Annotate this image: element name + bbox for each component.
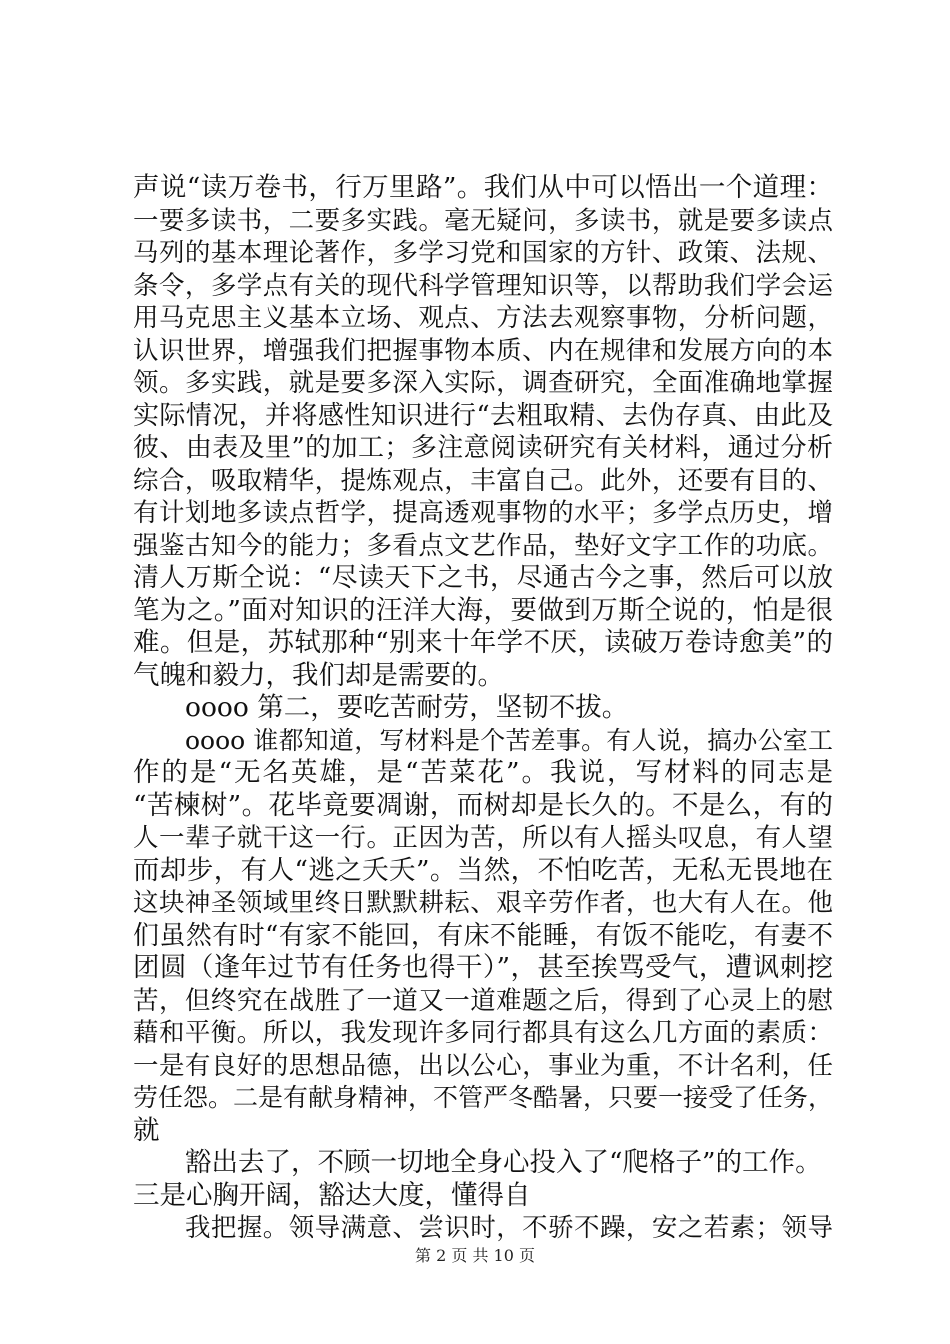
text-line: oooo 谁都知道，写材料是个苦差事。有人说，搞办公室工 <box>185 725 833 755</box>
text-line: 一要多读书，二要多实践。毫无疑问，多读书，就是要多读点 <box>133 205 833 236</box>
section-heading: oooo 第二，要吃苦耐劳，坚韧不拔。 <box>185 692 629 723</box>
text-line: 三是心胸开阔，豁达大度，懂得自 <box>133 1179 531 1211</box>
text-line: 强鉴古知今的能力；多看点文艺作品，垫好文字工作的功底。 <box>133 530 833 561</box>
text-line: 劳任怨。二是有献身精神，不管严冬酷暑，只要一接受了任务， <box>133 1083 833 1112</box>
text-line: 一是有良好的思想品德，出以公心，事业为重，不计名利，任 <box>133 1050 833 1081</box>
text-line: 认识世界，增强我们把握事物本质、内在规律和发展方向的本 <box>133 335 833 366</box>
text-line: 人一辈子就干这一行。正因为苦，所以有人摇头叹息，有人望 <box>133 823 833 853</box>
text-line: 领。多实践，就是要多深入实际，调查研究，全面准确地掌握 <box>133 368 833 398</box>
text-line: 这块神圣领域里终日默默耕耘、艰辛劳作者，也大有人在。他 <box>133 888 833 918</box>
text-line: 作的是“无名英雄，是“苦菜花”。我说，写材料的同志是 <box>133 757 833 788</box>
text-line: 声说“读万卷书，行万里路”。我们从中可以悟出一个道理： <box>133 172 833 203</box>
text-line: 条令，多学点有关的现代科学管理知识等，以帮助我们学会运 <box>133 270 833 301</box>
text-line: 难。但是，苏轼那种“别来十年学不厌，读破万卷诗愈美”的 <box>133 627 833 658</box>
text-line: 团圆（逢年过节有任务也得干）”，甚至挨骂受气，遭讽刺挖 <box>133 952 833 983</box>
text-line: 豁出去了，不顾一切地全身心投入了“爬格子”的工作。 <box>185 1147 822 1178</box>
text-line: 我把握。领导满意、尝识时，不骄不躁，安之若素；领导 <box>185 1213 833 1243</box>
text-line: 气魄和毅力，我们却是需要的。 <box>133 659 504 691</box>
text-line: 就 <box>133 1114 160 1146</box>
text-line: 实际情况，并将感性知识进行“去粗取精、去伪存真、由此及 <box>133 400 833 431</box>
text-line: 苦，但终究在战胜了一道又一道难题之后，得到了心灵上的慰 <box>133 985 833 1016</box>
body-text <box>133 172 833 1245</box>
text-line: 用马克思主义基本立场、观点、方法去观察事物，分析问题， <box>133 303 833 333</box>
text-line: 而却步，有人“逃之夭夭”。当然，不怕吃苦，无私无畏地在 <box>133 854 833 886</box>
text-line: 清人万斯仝说：“尽读天下之书，尽通古今之事，然后可以放 <box>133 563 833 593</box>
text-line: 藉和平衡。所以，我发现许多同行都具有这么几方面的素质： <box>133 1018 833 1048</box>
text-line: 综合，吸取精华，提炼观点，丰富自己。此外，还要有目的、 <box>133 465 833 496</box>
text-line: “苦楝树”。花毕竟要凋谢，而树却是长久的。不是么，有的 <box>133 789 833 821</box>
text-line: 们虽然有时“有家不能回，有床不能睡，有饭不能吃，有妻不 <box>133 920 833 951</box>
text-line: 彼、由表及里”的加工；多注意阅读研究有关材料，通过分析 <box>133 433 833 463</box>
page-number-footer: 第 2 页 共 10 页 <box>415 1246 535 1265</box>
text-line: 有计划地多读点哲学，提高透观事物的水平；多学点历史，增 <box>133 498 833 528</box>
text-line: 马列的基本理论著作，多学习党和国家的方针、政策、法规、 <box>133 238 833 268</box>
text-line: 笔为之。”面对知识的汪洋大海，要做到万斯仝说的，怕是很 <box>133 594 833 626</box>
